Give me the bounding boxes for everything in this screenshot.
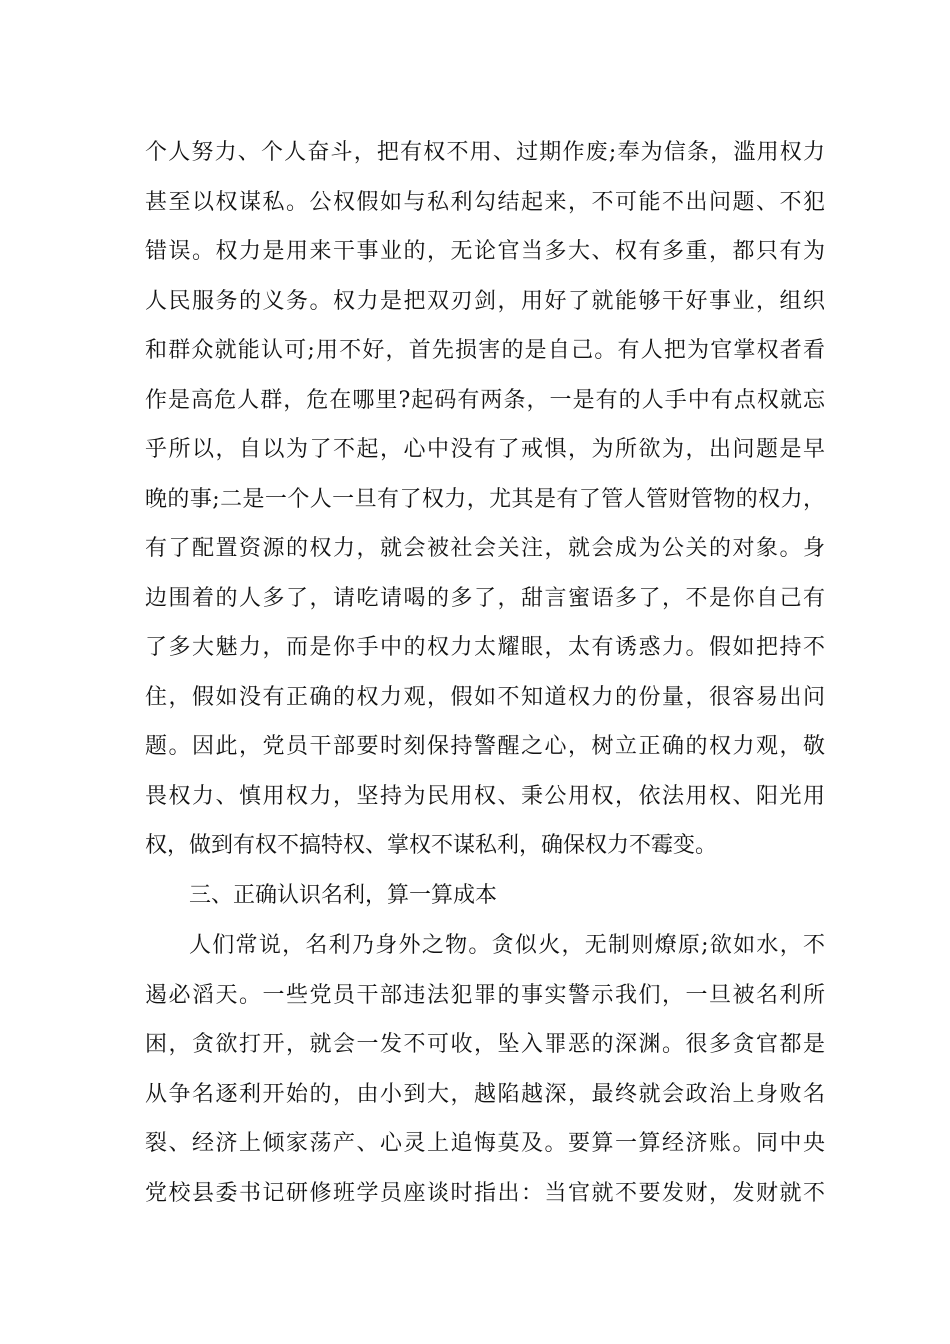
text-line: 困，贪欲打开，就会一发不可收，坠入罪恶的深渊。很多贪官都是 xyxy=(145,1032,825,1057)
text-line: 畏权力、慎用权力，坚持为民用权、秉公用权，依法用权、阳光用 xyxy=(145,783,825,809)
text-line: 人民服务的义务。权力是把双刃剑，用好了就能够干好事业，组织 xyxy=(145,288,825,314)
text-line: 党校县委书记研修班学员座谈时指出：当官就不要发财，发财就不 xyxy=(145,1180,825,1206)
text-line: 裂、经济上倾家荡产、心灵上追悔莫及。要算一算经济账。同中央 xyxy=(145,1131,825,1156)
text-line: 晚的事;二是一个人一旦有了权力，尤其是有了管人管财管物的权力， xyxy=(145,486,825,512)
text-line: 甚至以权谋私。公权假如与私利勾结起来，不可能不出问题、不犯 xyxy=(145,189,825,215)
text-line: 题。因此，党员干部要时刻保持警醒之心，树立正确的权力观，敬 xyxy=(145,734,825,759)
text-line: 作是高危人群，危在哪里?起码有两条，一是有的人手中有点权就忘 xyxy=(145,387,825,413)
text-line: 人们常说，名利乃身外之物。贪似火，无制则燎原;欲如水，不 xyxy=(189,933,825,958)
text-line: 个人努力、个人奋斗，把有权不用、过期作废;奉为信条，滥用权力 xyxy=(145,140,825,165)
text-line: 边围着的人多了，请吃请喝的多了，甜言蜜语多了，不是你自己有 xyxy=(145,585,825,611)
text-line: 遏必滔天。一些党员干部违法犯罪的事实警示我们，一旦被名利所 xyxy=(145,982,825,1008)
paragraph-power-view xyxy=(145,128,825,871)
text-line: 乎所以，自以为了不起，心中没有了戒惧，为所欲为，出问题是早 xyxy=(145,437,825,462)
text-line: 从争名逐利开始的，由小到大，越陷越深，最终就会政治上身败名 xyxy=(145,1081,825,1107)
section-heading xyxy=(145,871,825,921)
text-line: 了多大魅力，而是你手中的权力太耀眼，太有诱惑力。假如把持不 xyxy=(145,635,825,660)
text-line: 权，做到有权不搞特权、掌权不谋私利，确保权力不霉变。 xyxy=(145,833,718,858)
text-line: 和群众就能认可;用不好，首先损害的是自己。有人把为官掌权者看 xyxy=(145,338,825,363)
paragraph-fame-profit xyxy=(145,921,825,1218)
section-heading-text: 三、正确认识名利，算一算成本 xyxy=(189,883,498,908)
text-line: 有了配置资源的权力，就会被社会关注，就会成为公关的对象。身 xyxy=(145,536,825,561)
text-line: 住，假如没有正确的权力观，假如不知道权力的份量，很容易出问 xyxy=(145,684,825,710)
text-line: 错误。权力是用来干事业的，无论官当多大、权有多重，都只有为 xyxy=(145,239,825,264)
